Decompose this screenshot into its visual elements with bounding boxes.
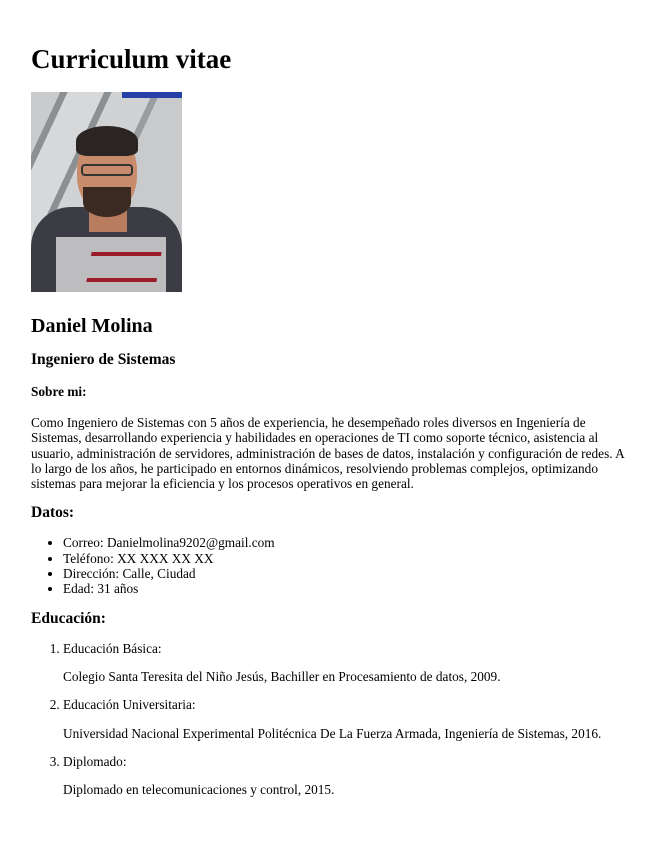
list-item: • Dirección: Calle, Ciudad <box>63 566 628 581</box>
education-item <box>63 754 628 798</box>
datos-list <box>31 535 628 596</box>
about-text: Como Ingeniero de Sistemas con 5 años de experiencia, he desempeñado roles diversos en Ingeniería de Sistemas, desarrollando experiencia y habilidades en operaciones de TI como soporte técnico, asistencia al usuario, administración de servidores, administración de bases de datos, instalación y configuración de redes. A lo largo de los años, he participado en entornos dinámicos, resolviendo problemas complejos, optimizando sistemas para mejorar la eficiencia y los procesos operativos en general. <box>31 415 625 492</box>
list-item: • Edad: 31 años <box>63 581 628 596</box>
education-item <box>63 697 628 741</box>
list-item: • Correo: Danielmolina9202@gmail.com <box>63 535 628 550</box>
page-title: Curriculum vitae <box>31 44 232 74</box>
education-detail: Diplomado en telecomunicaciones y control, 2015. <box>63 782 335 798</box>
education-label: Diplomado: <box>63 753 127 769</box>
list-item: • Teléfono: XX XXX XX XX <box>63 551 628 566</box>
education-detail: Colegio Santa Teresita del Niño Jesús, Bachiller en Procesamiento de datos, 2009. <box>63 668 501 684</box>
education-item <box>63 641 628 685</box>
profession: Ingeniero de Sistemas <box>31 351 176 368</box>
educacion-list <box>31 641 628 798</box>
education-detail: Universidad Nacional Experimental Politécnica De La Fuerza Armada, Ingeniería de Sistemas, 2016. <box>63 725 602 741</box>
educacion-heading: Educación: <box>31 609 106 627</box>
about-heading: Sobre mi: <box>31 384 87 399</box>
person-name: Daniel Molina <box>31 315 153 337</box>
profile-photo <box>31 92 182 292</box>
datos-heading: Datos: <box>31 504 75 522</box>
education-label: Educación Básica: <box>63 640 162 656</box>
education-label: Educación Universitaria: <box>63 697 196 713</box>
